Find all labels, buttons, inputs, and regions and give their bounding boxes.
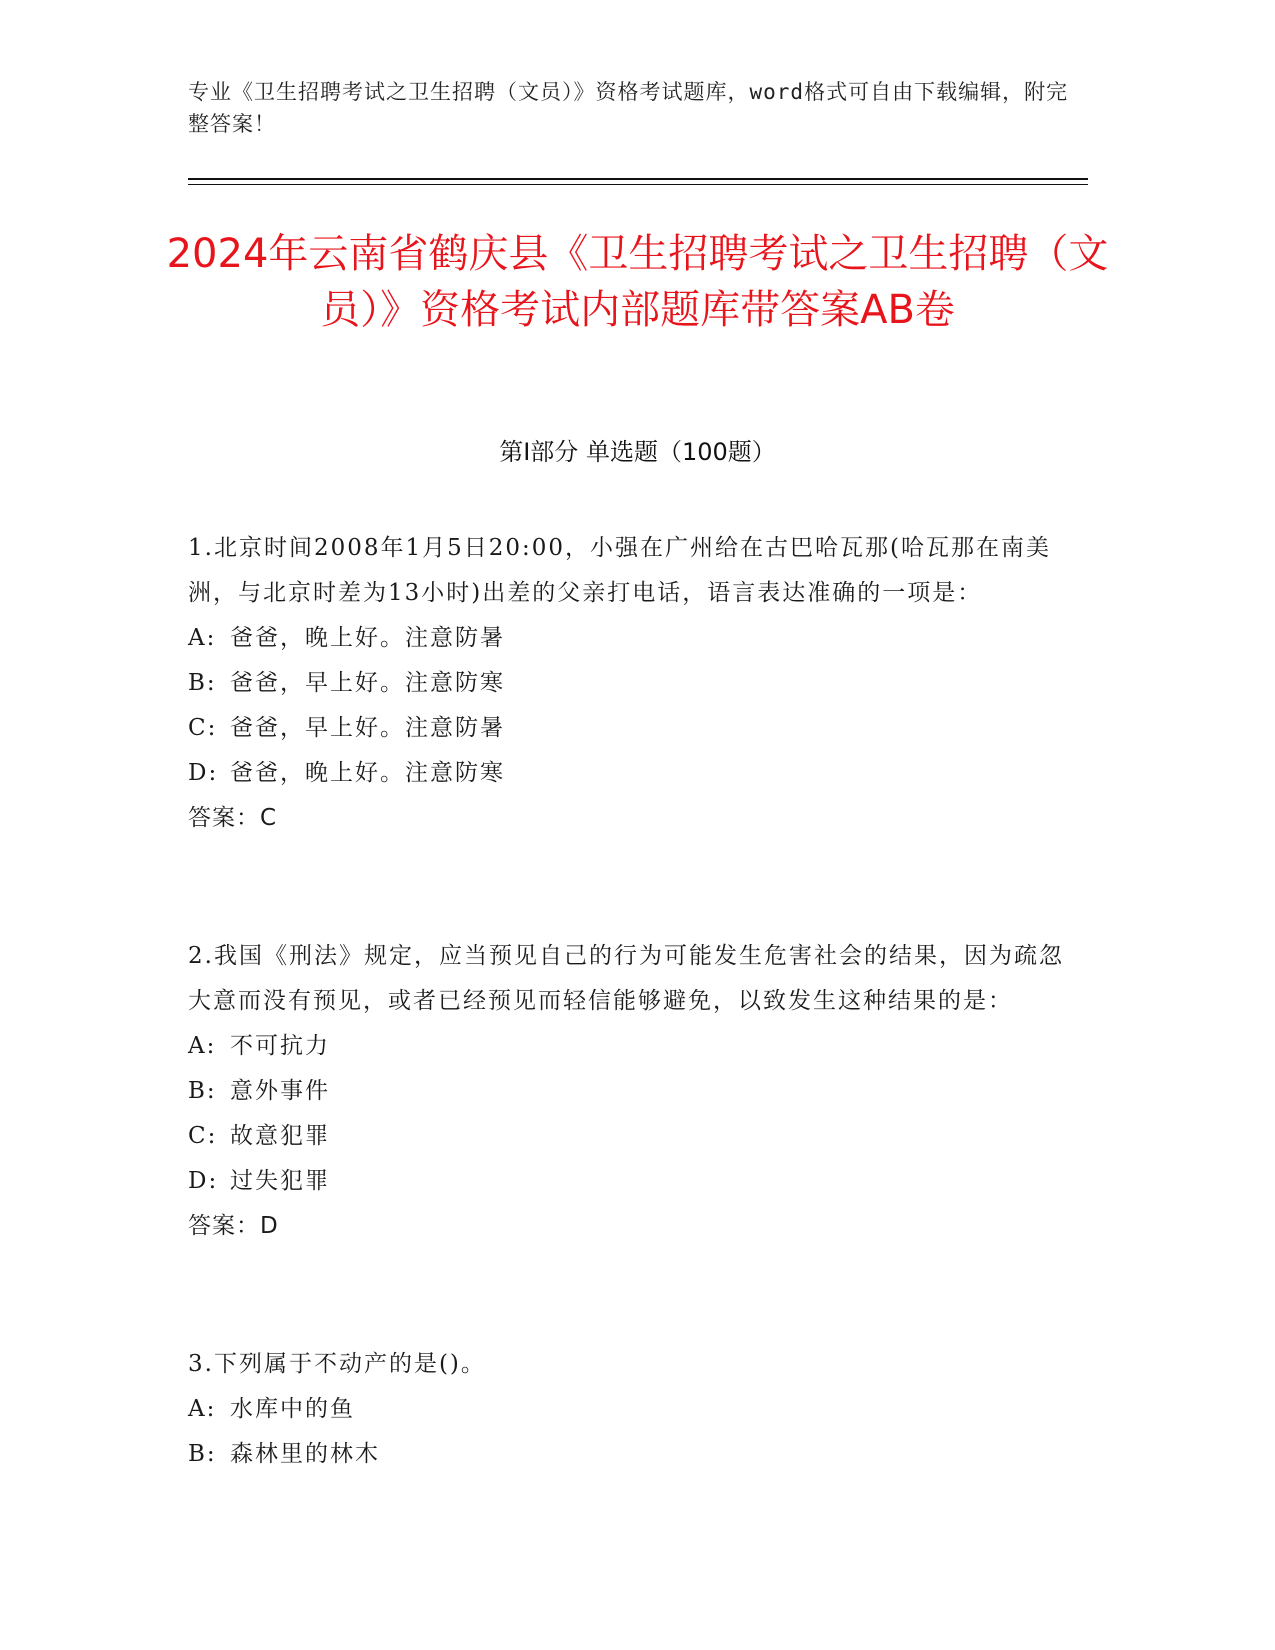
option-text: 故意犯罪 xyxy=(230,1123,330,1149)
question-2 xyxy=(188,934,1088,1249)
option-key: C: xyxy=(188,715,218,741)
header-note: 专业《卫生招聘考试之卫生招聘（文员）》资格考试题库，word格式可自由下载编辑，附完整答案！ xyxy=(188,80,1069,136)
header-divider-thick xyxy=(188,178,1088,180)
option-d xyxy=(188,751,1088,796)
answer-line: 答案：D xyxy=(188,1213,279,1239)
option-text: 爸爸，晚上好。注意防寒 xyxy=(230,760,505,786)
option-a xyxy=(188,1387,1088,1432)
option-c xyxy=(188,706,1088,751)
question-stem: 2.我国《刑法》规定，应当预见自己的行为可能发生危害社会的结果，因为疏忽大意而没有预见，或者已经预见而轻信能够避免，以致发生这种结果的是： xyxy=(188,943,1064,1014)
option-key: A: xyxy=(188,1396,217,1422)
question-1 xyxy=(188,526,1088,841)
option-text: 爸爸，早上好。注意防暑 xyxy=(230,715,505,741)
option-a xyxy=(188,616,1088,661)
option-text: 森林里的林木 xyxy=(230,1441,380,1467)
option-text: 爸爸，早上好。注意防寒 xyxy=(230,670,505,696)
option-d xyxy=(188,1159,1088,1204)
option-a xyxy=(188,1024,1088,1069)
option-text: 意外事件 xyxy=(230,1078,330,1104)
option-key: C: xyxy=(188,1123,218,1149)
option-b xyxy=(188,1069,1088,1114)
question-3 xyxy=(188,1342,1088,1477)
option-key: B: xyxy=(188,1078,217,1104)
option-text: 不可抗力 xyxy=(230,1033,330,1059)
header-divider-thin xyxy=(188,184,1088,185)
option-c xyxy=(188,1114,1088,1159)
option-text: 水库中的鱼 xyxy=(230,1396,355,1422)
option-key: D: xyxy=(188,1168,219,1194)
option-key: B: xyxy=(188,1441,217,1467)
document-title: 2024年云南省鹤庆县《卫生招聘考试之卫生招聘（文员）》资格考试内部题库带答案AB卷 xyxy=(166,231,1109,333)
option-b xyxy=(188,661,1088,706)
option-text: 过失犯罪 xyxy=(230,1168,330,1194)
section-heading: 第I部分 单选题（100题） xyxy=(499,438,776,466)
option-key: A: xyxy=(188,1033,217,1059)
option-key: B: xyxy=(188,670,217,696)
option-text: 爸爸，晚上好。注意防暑 xyxy=(230,625,505,651)
option-key: D: xyxy=(188,760,219,786)
question-stem: 1.北京时间2008年1月5日20:00，小强在广州给在古巴哈瓦那(哈瓦那在南美洲，与北京时差为13小时)出差的父亲打电话，语言表达准确的一项是： xyxy=(188,535,1051,606)
question-stem: 3.下列属于不动产的是()。 xyxy=(188,1351,486,1377)
option-b xyxy=(188,1432,1088,1477)
option-key: A: xyxy=(188,625,217,651)
answer-line: 答案：C xyxy=(188,805,278,831)
